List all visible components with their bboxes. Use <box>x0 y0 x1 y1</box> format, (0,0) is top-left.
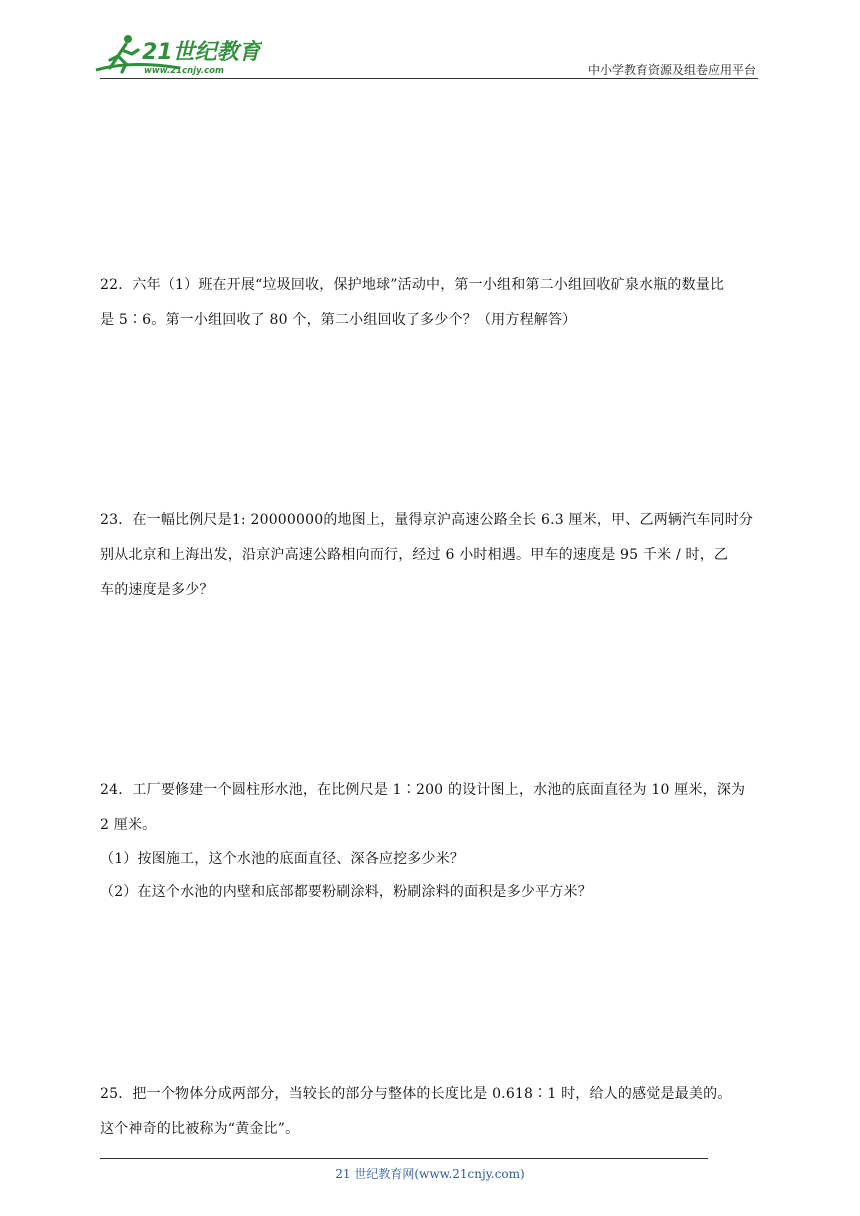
question-line: 是 5∶6。第一小组回收了 80 个，第二小组回收了多少个？（用方程解答） <box>100 312 577 328</box>
question-line: 这个神奇的比被称为“黄金比”。 <box>100 1121 300 1137</box>
footer-link[interactable]: 21 世纪教育网(www.21cnjy.com) <box>335 1167 525 1181</box>
question-line: 车的速度是多少？ <box>100 582 214 598</box>
question-line: 2 厘米。 <box>100 817 157 833</box>
logo-text: 21世纪教育 <box>142 40 261 65</box>
question-24 <box>100 773 762 909</box>
question-line: 23．在一幅比例尺是1: 20000000的地图上，量得京沪高速公路全长 6.3 厘米，甲、乙两辆汽车同时分 <box>100 512 754 528</box>
logo-runner-icon <box>92 30 262 80</box>
sub-question: （1）按图施工，这个水池的底面直径、深各应挖多少米？ <box>100 851 465 867</box>
footer-divider <box>100 1158 708 1159</box>
question-22 <box>100 268 762 338</box>
sub-question: （2）在这个水池的内壁和底部都要粉刷涂料，粉刷涂料的面积是多少平方米？ <box>100 884 592 900</box>
question-line: 别从北京和上海出发，沿京沪高速公路相向而行，经过 6 小时相遇。甲车的速度是 95 千米 / 时，乙 <box>100 547 729 563</box>
question-line: 24．工厂要修建一个圆柱形水池，在比例尺是 1∶200 的设计图上，水池的底面直径为 10 厘米，深为 <box>100 782 746 798</box>
platform-name: 中小学教育资源及组卷应用平台 <box>587 63 756 77</box>
question-25 <box>100 1077 762 1147</box>
question-line: 25．把一个物体分成两部分，当较长的部分与整体的长度比是 0.618∶1 时，给人的感觉是最美的。 <box>100 1086 732 1102</box>
question-line: 22．六年（1）班在开展“垃圾回收，保护地球”活动中，第一小组和第二小组回收矿泉水瓶的数量比 <box>100 277 725 293</box>
question-23 <box>100 503 762 608</box>
header-divider <box>100 78 758 79</box>
site-logo[interactable] <box>92 30 262 80</box>
logo-url: www.21cnjy.com <box>144 66 224 76</box>
